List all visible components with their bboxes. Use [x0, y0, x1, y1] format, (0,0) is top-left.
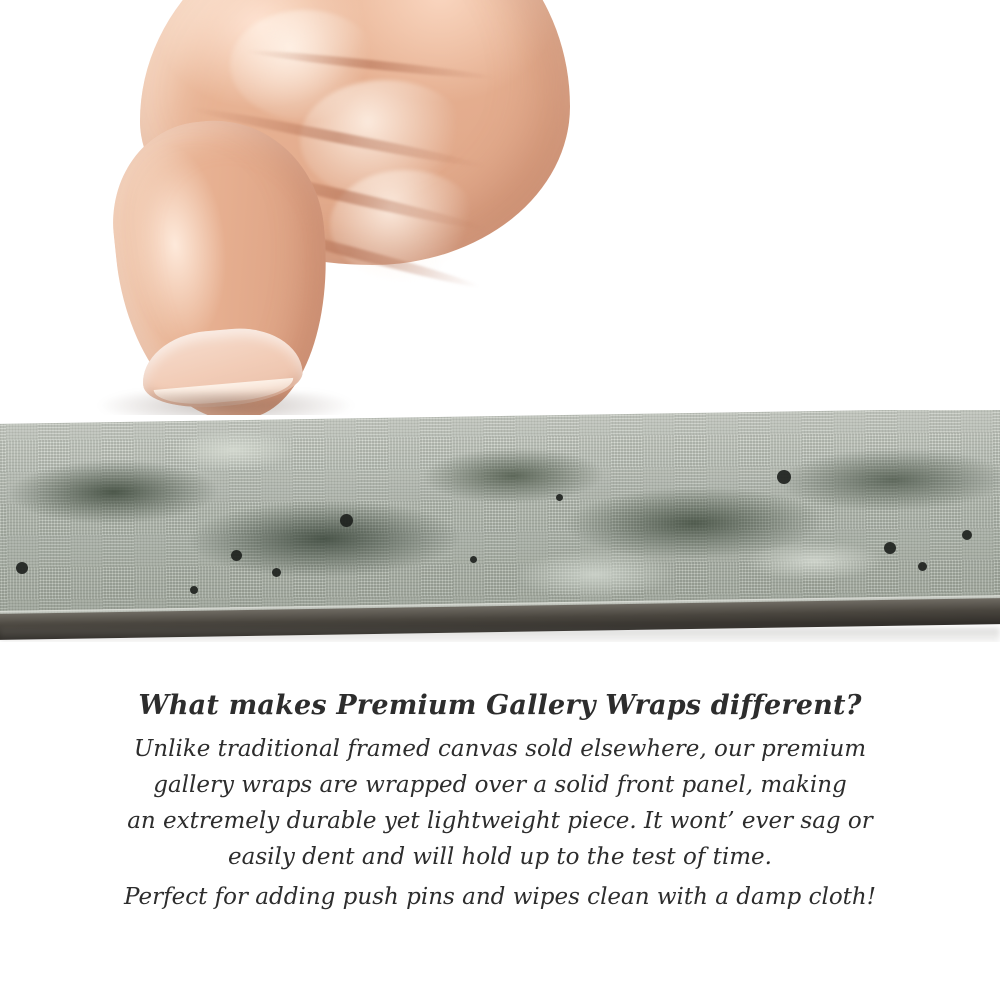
canvas-speck: [962, 530, 972, 540]
caption-body: [0, 731, 1000, 875]
canvas-speck: [556, 494, 563, 501]
canvas-speck: [777, 470, 791, 484]
canvas-speck: [272, 568, 281, 577]
caption-closing-line: Perfect for adding push pins and wipes clean with a damp cloth!: [124, 884, 876, 910]
caption-line: Unlike traditional framed canvas sold elsewhere, our premium: [133, 736, 867, 762]
canvas-speck: [231, 550, 242, 561]
canvas-speck: [16, 562, 28, 574]
wrap-drop-shadow: [0, 628, 1000, 642]
gallery-wrap-slab: [0, 410, 1000, 642]
caption-line: an extremely durable yet lightweight piece. It wont’ ever sag or: [127, 808, 873, 834]
canvas-speck: [340, 514, 353, 527]
caption-line: easily dent and will hold up to the test of time.: [228, 844, 772, 870]
canvas-speck: [918, 562, 927, 571]
canvas-printed-face: [0, 410, 1000, 624]
canvas-speck: [190, 586, 198, 594]
caption-heading: What makes Premium Gallery Wraps different?: [138, 690, 862, 721]
canvas-speck: [470, 556, 477, 563]
canvas-speck: [884, 542, 896, 554]
caption-block: [0, 690, 1000, 915]
hand-illustration: [0, 0, 1000, 415]
caption-line: gallery wraps are wrapped over a solid front panel, making: [153, 772, 847, 798]
